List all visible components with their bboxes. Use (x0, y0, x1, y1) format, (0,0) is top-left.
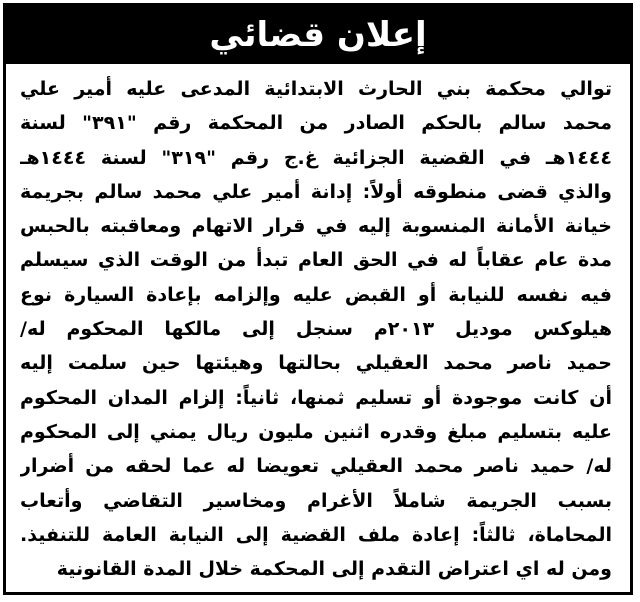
notice-line: ومن له اي اعتراض التقدم إلى المحكمة خلال المدة القانونية (56, 558, 612, 581)
notice-line: توالي محكمة بني الحارث الابتدائية المدعى عليه أمير علي (20, 78, 612, 100)
notice-line: مدة عام عقاباً له في الحق العام تبدأ من الوقت الذي سيسلم (20, 249, 612, 272)
notice-line: له/ حميد ناصر محمد العقيلي تعويضا له عما لحقه من أضرار (20, 455, 612, 478)
notice-line: والذي قضى منطوقه أولاً: إدانة أمير علي محمد سالم بجريمة (20, 180, 612, 203)
notice-line: محمد سالم بالحكم الصادر من المحكمة رقم "٣٩١" لسنة (20, 112, 612, 135)
notice-line: حميد ناصر محمد العقيلي بحالتها وهيئتها حين سلمت إليه (20, 352, 612, 375)
notice-line: أن كانت موجودة أو تسليم ثمنها، ثانياً: إلزام المدان المحكوم (20, 386, 612, 409)
notice-line: عليه بتسليم مبلغ وقدره اثنين مليون ريال يمني إلى المحكوم (20, 420, 612, 443)
notice-title: إعلان قضائي (209, 15, 427, 55)
notice-line: ١٤٤٤هـ في القضية الجزائية غ.ج رقم "٣١٩" لسنة ١٤٤٤هـ (20, 146, 612, 169)
notice-line: فيه نفسه للنيابة أو القبض عليه وإلزامه بإعادة السيارة نوع (20, 283, 612, 306)
notice-line: خيانة الأمانة المنسوبة إليه في قرار الاتهام ومعاقبته بالحبس (20, 215, 612, 238)
notice-body (6, 72, 630, 586)
notice-line: بسبب الجريمة شاملاً الأغرام ومخاسير التقاضي وأتعاب (20, 489, 612, 512)
notice-header (6, 6, 630, 64)
judicial-notice-box (3, 3, 633, 595)
notice-line: المحاماة، ثالثاً: إعادة ملف القضية إلى النيابة العامة للتنفيذ. (20, 523, 612, 546)
notice-line: هيلوكس موديل ٢٠١٣م سنجل إلى مالكها المحكوم له/ (20, 318, 612, 341)
